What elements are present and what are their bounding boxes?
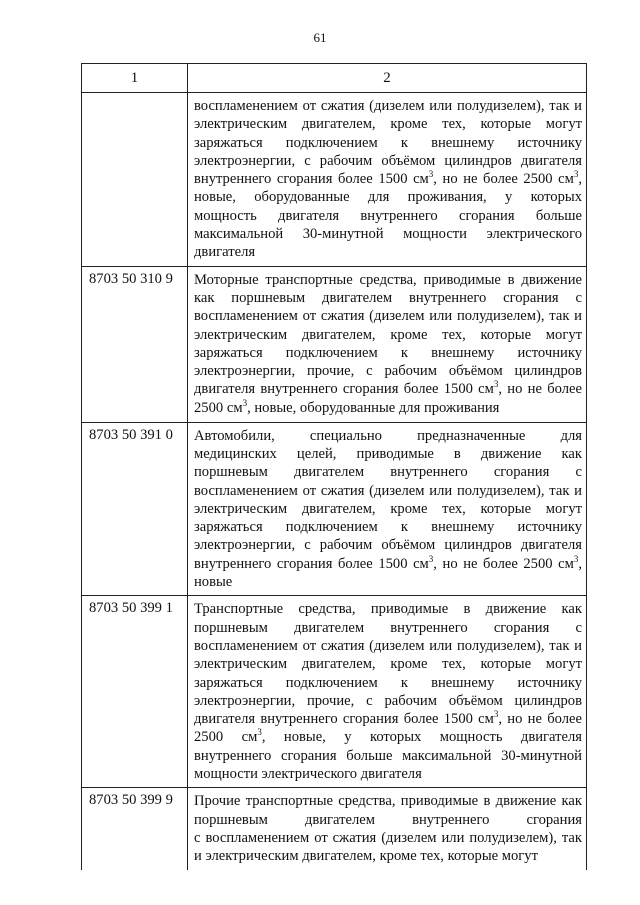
- table-row: [82, 266, 587, 422]
- description-line: электрическим двигателем, кроме тех, которые могут: [194, 116, 582, 133]
- description-text: [188, 788, 586, 869]
- description-line: электроэнергии, с рабочим объёмом цилиндров двигателя: [194, 152, 582, 169]
- code-cell: [82, 93, 188, 267]
- description-line: мощности электрического двигателя: [194, 766, 422, 783]
- tariff-code: 8703 50 310 9: [89, 270, 173, 287]
- description-line: максимальной 30-минутной мощности электрического: [194, 226, 582, 243]
- description-line: двигателя внутреннего сгорания более 1500 $см^3$, но не более: [194, 709, 582, 728]
- description-text: [188, 267, 586, 421]
- description-line: поршневым двигателем внутреннего сгорания с: [194, 464, 582, 481]
- tariff-code: 8703 50 391 0: [89, 426, 173, 443]
- description-line: двигателя: [194, 244, 256, 261]
- description-line: 2500 $см^3$, новые, оборудованные для проживания: [194, 397, 500, 416]
- table-row: [82, 422, 587, 596]
- description-cell: [188, 788, 587, 871]
- column-header-code: 1: [82, 64, 188, 93]
- table-row: [82, 93, 587, 267]
- table-header-row: [82, 64, 587, 93]
- tariff-code-table: [81, 63, 587, 870]
- description-cell: [188, 266, 587, 422]
- description-line: заряжаться подключением к внешнему источнику: [194, 519, 582, 536]
- code-cell: [82, 596, 188, 788]
- description-line: поршневым двигателем внутреннего сгорания с: [194, 619, 582, 636]
- description-line: с воспламенением от сжатия (дизелем или полудизелем), так: [194, 829, 582, 846]
- description-line: Моторные транспортные средства, приводимые в движение: [194, 271, 582, 288]
- description-line: и электрическим двигателем, кроме тех, которые могут: [194, 848, 538, 865]
- description-line: поршневым двигателем внутреннего сгорания: [194, 811, 582, 828]
- tariff-code: 8703 50 399 1: [89, 600, 173, 617]
- description-line: заряжаться подключением к внешнему источнику: [194, 134, 582, 151]
- table-row: [82, 596, 587, 788]
- description-line: как поршневым двигателем внутреннего сгорания с: [194, 289, 582, 306]
- description-cell: [188, 422, 587, 596]
- description-line: внутреннего сгорания более 1500 $см^3$, но не более 2500 $см^3$,: [194, 169, 583, 188]
- description-line: мощность двигателя внутреннего сгорания больше: [194, 207, 582, 224]
- description-line: 2500 $см^3$, новые, у которых мощность двигателя: [194, 727, 582, 746]
- description-line: воспламенением от сжатия (дизелем или полудизелем), так и: [194, 482, 582, 499]
- description-line: воспламенением от сжатия (дизелем или полудизелем), так и: [194, 308, 582, 325]
- description-line: медицинских целей, приводимые в движение как: [194, 445, 582, 462]
- code-cell: [82, 266, 188, 422]
- description-line: внутреннего сгорания более 1500 $см^3$, но не более 2500 $см^3$,: [194, 553, 583, 572]
- description-text: [188, 596, 586, 787]
- description-line: заряжаться подключением к внешнему источнику: [194, 674, 582, 691]
- page-number: 61: [313, 30, 327, 45]
- tariff-code: 8703 50 399 9: [89, 792, 173, 809]
- description-line: двигателя внутреннего сгорания более 1500 $см^3$, но не более: [194, 379, 582, 398]
- description-line: внутреннего сгорания больше максимальной 30-минутной: [194, 747, 582, 764]
- description-line: электроэнергии, с рабочим объёмом цилиндров двигателя: [194, 537, 582, 554]
- description-line: электрическим двигателем, кроме тех, которые могут: [194, 326, 582, 343]
- table-row: [82, 788, 587, 871]
- description-line: заряжаться подключением к внешнему источнику: [194, 344, 582, 361]
- description-cell: [188, 596, 587, 788]
- description-line: электрическим двигателем, кроме тех, которые могут: [194, 656, 582, 673]
- description-line: Прочие транспортные средства, приводимые в движение как: [194, 793, 582, 810]
- description-line: новые: [194, 574, 233, 591]
- description-line: электроэнергии, прочие, с рабочим объёмом цилиндров: [194, 692, 582, 709]
- description-line: воспламенением от сжатия (дизелем или полудизелем), так и: [194, 98, 582, 114]
- description-line: воспламенением от сжатия (дизелем или полудизелем), так и: [194, 637, 582, 654]
- description-text: [188, 93, 586, 266]
- code-cell: [82, 422, 188, 596]
- code-cell: [82, 788, 188, 871]
- description-text: [188, 423, 586, 596]
- description-line: электроэнергии, прочие, с рабочим объёмом цилиндров: [194, 363, 582, 380]
- description-line: Транспортные средства, приводимые в движение как: [194, 601, 582, 618]
- tariff-code: [82, 93, 187, 97]
- description-line: новые, оборудованные для проживания, у которых: [194, 189, 582, 206]
- description-line: Автомобили, специально предназначенные для: [194, 427, 582, 444]
- column-header-description: 2: [188, 64, 587, 93]
- description-cell: [188, 93, 587, 267]
- description-line: электрическим двигателем, кроме тех, которые могут: [194, 500, 582, 517]
